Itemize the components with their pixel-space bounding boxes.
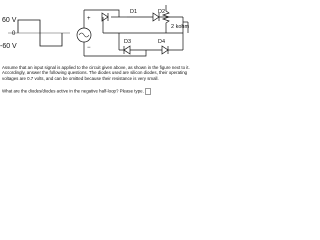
diode-d4	[158, 33, 183, 54]
diode-d4-label: D4	[158, 39, 166, 45]
diode-d3-label: D3	[124, 39, 132, 45]
high-level-label: 60 V	[2, 17, 17, 24]
diode-d1	[102, 9, 137, 33]
low-level-label: -60 V	[0, 43, 17, 50]
diode-d1-label: D1	[130, 9, 138, 15]
diode-d4-symbol-icon	[162, 46, 168, 54]
load-resistor-label: 2 kohm	[171, 24, 190, 30]
load-resistor	[163, 5, 189, 33]
input-source	[77, 10, 91, 56]
diode-d2-label: D2	[158, 9, 166, 15]
input-waveform	[0, 17, 70, 50]
diode-d3-symbol-icon	[124, 46, 130, 54]
question-prompt-line	[2, 88, 198, 95]
circuit-figure	[0, 0, 200, 64]
source-plus-label: +	[87, 16, 91, 22]
diode-d3	[119, 33, 183, 54]
question-text: Assume that an input signal is applied to the circuit given above, as shown in the figure next to it. Accordingly, answer the following questions. The diodes used are silicon diodes, their operating voltages are 0.7 volts, and can be omitted because their resistance is very small.	[2, 65, 190, 81]
zero-level-label: 0	[12, 31, 16, 37]
question-prompt: What are the diodes/diodes active in the negative half-loop? Please type.	[2, 88, 144, 94]
source-minus-label: −	[87, 45, 91, 51]
answer-input[interactable]	[145, 88, 151, 95]
